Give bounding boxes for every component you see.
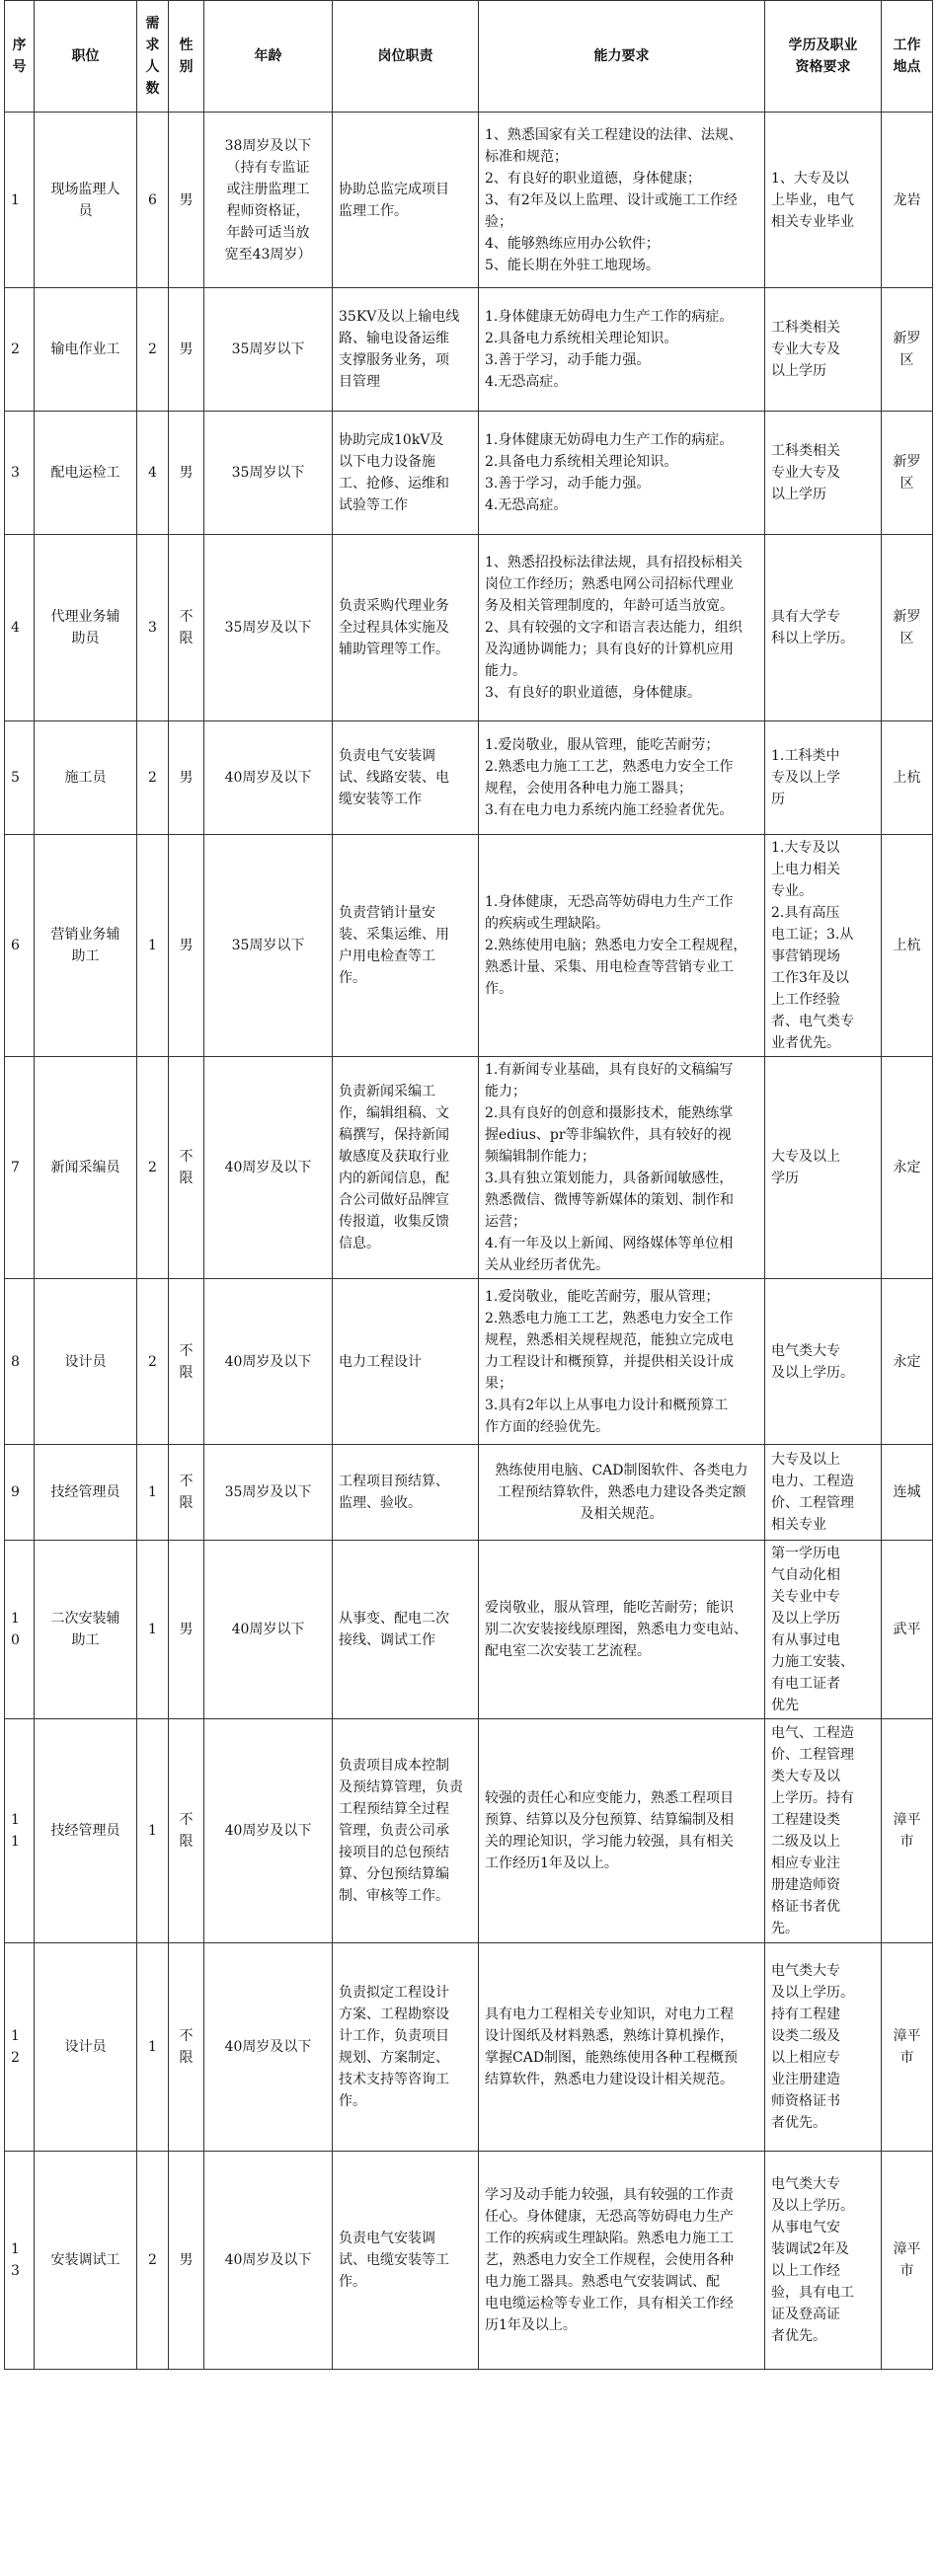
cell-duties: 工程项目预结算、 监理、验收。 xyxy=(333,1445,479,1541)
cell-position: 现场监理人 员 xyxy=(35,113,137,288)
cell-location: 永定 xyxy=(882,1057,933,1279)
cell-position: 设计员 xyxy=(35,1279,137,1445)
cell-duties: 协助总监完成项目 监理工作。 xyxy=(333,113,479,288)
cell-education: 电气、工程造 价、工程管理 类大专及以 上学历。持有 工程建设类 二级及以上 相应专业注 册建造师资 格证书者优 先。 xyxy=(765,1719,882,1943)
cell-location: 漳平 市 xyxy=(882,1943,933,2152)
cell-abilities: 1.爱岗敬业，服从管理，能吃苦耐劳； 2.熟悉电力施工工艺，熟悉电力安全工作 规程，会使用各种电力施工器具； 3.有在电力电力系统内施工经验者优先。 xyxy=(479,721,765,835)
cell-gender: 男 xyxy=(169,412,204,535)
cell-education: 大专及以上 学历 xyxy=(765,1057,882,1279)
table-row xyxy=(5,288,933,412)
cell-age: 40周岁及以下 xyxy=(204,1943,333,2152)
cell-seq: 10 xyxy=(5,1541,35,1719)
table-row xyxy=(5,1541,933,1719)
cell-gender: 男 xyxy=(169,2152,204,2370)
table-row xyxy=(5,412,933,535)
cell-abilities: 熟练使用电脑、CAD制图软件、各类电力 工程预结算软件，熟悉电力建设各类定额 及相关规范。 xyxy=(479,1445,765,1541)
table-row xyxy=(5,535,933,721)
cell-age: 40周岁及以下 xyxy=(204,1279,333,1445)
cell-abilities: 1、熟悉国家有关工程建设的法律、法规、 标准和规范； 2、有良好的职业道德，身体健康； 3、有2年及以上监理、设计或施工工作经 验； 4、能够熟练应用办公软件； 5、能长期在外驻工地现场。 xyxy=(479,113,765,288)
header-row xyxy=(5,1,933,113)
table-row xyxy=(5,1279,933,1445)
cell-duties: 负责拟定工程设计 方案、工程勘察设 计工作，负责项目 规划、方案制定、 技术支持等咨询工 作。 xyxy=(333,1943,479,2152)
cell-gender: 不 限 xyxy=(169,535,204,721)
cell-duties: 负责新闻采编工 作，编辑组稿、文 稿撰写，保持新闻 敏感度及获取行业 内的新闻信息，配 合公司做好品牌宣 传报道，收集反馈 信息。 xyxy=(333,1057,479,1279)
table-row xyxy=(5,2152,933,2370)
cell-seq: 9 xyxy=(5,1445,35,1541)
header-location: 工作 地点 xyxy=(882,1,933,113)
cell-seq: 8 xyxy=(5,1279,35,1445)
cell-abilities: 1.身体健康无妨碍电力生产工作的病症。 2.具备电力系统相关理论知识。 3.善于学习，动手能力强。 4.无恐高症。 xyxy=(479,288,765,412)
cell-abilities: 1.有新闻专业基础，具有良好的文稿编写 能力； 2.具有良好的创意和摄影技术，能熟练掌 握edius、pr等非编软件，具有较好的视 频编辑制作能力； 3.具有独立策划能力，具备新闻敏感性， 熟悉微信、微博等新媒体的策划、制作和 运营； 4.有一年及以上新闻、网络媒体等单位相 关从业经历者优先。 xyxy=(479,1057,765,1279)
cell-duties: 负责营销计量安 装、采集运维、用 户用电检查等工 作。 xyxy=(333,835,479,1057)
cell-seq: 13 xyxy=(5,2152,35,2370)
cell-location: 漳平 市 xyxy=(882,1719,933,1943)
cell-duties: 协助完成10kV及 以下电力设备施 工、抢修、运维和 试验等工作 xyxy=(333,412,479,535)
cell-age: 38周岁及以下 （持有专监证 或注册监理工 程师资格证， 年龄可适当放 宽至43周岁） xyxy=(204,113,333,288)
header-age: 年龄 xyxy=(204,1,333,113)
cell-age: 35周岁以下 xyxy=(204,835,333,1057)
cell-education: 大专及以上 电力、工程造 价、工程管理 相关专业 xyxy=(765,1445,882,1541)
cell-abilities: 1.身体健康无妨碍电力生产工作的病症。 2.具备电力系统相关理论知识。 3.善于学习，动手能力强。 4.无恐高症。 xyxy=(479,412,765,535)
cell-seq: 6 xyxy=(5,835,35,1057)
cell-count: 2 xyxy=(137,2152,169,2370)
header-gender: 性 别 xyxy=(169,1,204,113)
cell-position: 代理业务辅 助员 xyxy=(35,535,137,721)
table-row xyxy=(5,113,933,288)
cell-age: 40周岁以下 xyxy=(204,1541,333,1719)
cell-position: 输电作业工 xyxy=(35,288,137,412)
cell-count: 3 xyxy=(137,535,169,721)
cell-gender: 不 限 xyxy=(169,1279,204,1445)
cell-location: 上杭 xyxy=(882,835,933,1057)
cell-duties: 电力工程设计 xyxy=(333,1279,479,1445)
cell-count: 2 xyxy=(137,721,169,835)
cell-location: 新罗 区 xyxy=(882,412,933,535)
cell-abilities: 爱岗敬业，服从管理，能吃苦耐劳；能识 别二次安装接线原理图，熟悉电力变电站、 配电室二次安装工艺流程。 xyxy=(479,1541,765,1719)
cell-education: 电气类大专 及以上学历。 从事电气安 装调试2年及 以上工作经 验，具有电工 证及登高证 者优先。 xyxy=(765,2152,882,2370)
cell-gender: 不 限 xyxy=(169,1719,204,1943)
cell-position: 配电运检工 xyxy=(35,412,137,535)
cell-count: 2 xyxy=(137,1279,169,1445)
table-row xyxy=(5,1445,933,1541)
header-position: 职位 xyxy=(35,1,137,113)
cell-age: 35周岁及以下 xyxy=(204,1445,333,1541)
cell-count: 1 xyxy=(137,1943,169,2152)
cell-count: 2 xyxy=(137,1057,169,1279)
header-seq: 序 号 xyxy=(5,1,35,113)
cell-age: 35周岁以下 xyxy=(204,412,333,535)
cell-seq: 12 xyxy=(5,1943,35,2152)
cell-location: 永定 xyxy=(882,1279,933,1445)
cell-seq: 2 xyxy=(5,288,35,412)
cell-gender: 不 限 xyxy=(169,1445,204,1541)
cell-seq: 7 xyxy=(5,1057,35,1279)
cell-age: 35周岁及以下 xyxy=(204,535,333,721)
cell-location: 龙岩 xyxy=(882,113,933,288)
table-row xyxy=(5,835,933,1057)
cell-education: 工科类相关 专业大专及 以上学历 xyxy=(765,288,882,412)
cell-seq: 5 xyxy=(5,721,35,835)
cell-count: 1 xyxy=(137,1541,169,1719)
cell-duties: 负责电气安装调 试、电缆安装等工 作。 xyxy=(333,2152,479,2370)
cell-age: 40周岁及以下 xyxy=(204,2152,333,2370)
cell-position: 技经管理员 xyxy=(35,1719,137,1943)
cell-education: 电气类大专 及以上学历。 xyxy=(765,1279,882,1445)
cell-education: 1、大专及以 上毕业，电气 相关专业毕业 xyxy=(765,113,882,288)
cell-seq: 11 xyxy=(5,1719,35,1943)
cell-gender: 男 xyxy=(169,113,204,288)
cell-gender: 不 限 xyxy=(169,1943,204,2152)
recruitment-table xyxy=(4,0,933,2370)
cell-location: 武平 xyxy=(882,1541,933,1719)
cell-position: 营销业务辅 助工 xyxy=(35,835,137,1057)
cell-duties: 负责电气安装调 试、线路安装、电 缆安装等工作 xyxy=(333,721,479,835)
cell-age: 40周岁及以下 xyxy=(204,1719,333,1943)
cell-position: 二次安装辅 助工 xyxy=(35,1541,137,1719)
cell-position: 技经管理员 xyxy=(35,1445,137,1541)
cell-seq: 1 xyxy=(5,113,35,288)
cell-count: 1 xyxy=(137,1445,169,1541)
cell-abilities: 学习及动手能力较强，具有较强的工作责 任心。身体健康，无恐高等妨碍电力生产 工作的疾病或生理缺陷。熟悉电力施工工 艺，熟悉电力安全工作规程，会使用各种 电力施工器具。熟悉电气安装调试、配 电电缆运检等专业工作，具有相关工作经 历1年及以上。 xyxy=(479,2152,765,2370)
cell-seq: 3 xyxy=(5,412,35,535)
table-row xyxy=(5,1057,933,1279)
cell-location: 上杭 xyxy=(882,721,933,835)
cell-abilities: 1.身体健康，无恐高等妨碍电力生产工作 的疾病或生理缺陷。 2.熟练使用电脑；熟悉电力安全工程规程， 熟悉计量、采集、用电检查等营销专业工 作。 xyxy=(479,835,765,1057)
cell-count: 6 xyxy=(137,113,169,288)
cell-position: 施工员 xyxy=(35,721,137,835)
header-education: 学历及职业 资格要求 xyxy=(765,1,882,113)
cell-count: 2 xyxy=(137,288,169,412)
cell-abilities: 1.爱岗敬业，能吃苦耐劳，服从管理； 2.熟悉电力施工工艺，熟悉电力安全工作 规程，熟悉相关规程规范，能独立完成电 力工程设计和概预算，并提供相关设计成 果； 3.具有2年以上从事电力设计和概预算工 作方面的经验优先。 xyxy=(479,1279,765,1445)
cell-count: 4 xyxy=(137,412,169,535)
header-duties: 岗位职责 xyxy=(333,1,479,113)
header-abilities: 能力要求 xyxy=(479,1,765,113)
cell-duties: 负责采购代理业务 全过程具体实施及 辅助管理等工作。 xyxy=(333,535,479,721)
cell-education: 电气类大专 及以上学历。 持有工程建 设类二级及 以上相应专 业注册建造 师资格证书 者优先。 xyxy=(765,1943,882,2152)
cell-age: 40周岁及以下 xyxy=(204,721,333,835)
cell-education: 工科类相关 专业大专及 以上学历 xyxy=(765,412,882,535)
table-row xyxy=(5,1719,933,1943)
cell-gender: 男 xyxy=(169,721,204,835)
cell-count: 1 xyxy=(137,1719,169,1943)
cell-age: 40周岁及以下 xyxy=(204,1057,333,1279)
cell-education: 具有大学专 科以上学历。 xyxy=(765,535,882,721)
cell-location: 连城 xyxy=(882,1445,933,1541)
table-row xyxy=(5,1943,933,2152)
cell-count: 1 xyxy=(137,835,169,1057)
cell-education: 1.大专及以 上电力相关 专业。 2.具有高压 电工证；3.从 事营销现场 工作3年及以 上工作经验 者、电气类专 业者优先。 xyxy=(765,835,882,1057)
cell-position: 设计员 xyxy=(35,1943,137,2152)
cell-position: 新闻采编员 xyxy=(35,1057,137,1279)
cell-gender: 不 限 xyxy=(169,1057,204,1279)
recruitment-table-sheet xyxy=(4,0,932,2574)
cell-education: 第一学历电 气自动化相 关专业中专 及以上学历 有从事过电 力施工安装、 有电工证者 优先 xyxy=(765,1541,882,1719)
cell-abilities: 1、熟悉招投标法律法规，具有招投标相关 岗位工作经历；熟悉电网公司招标代理业 务及相关管理制度的，年龄可适当放宽。 2、具有较强的文字和语言表达能力，组织 及沟通协调能力；具有良好的计算机应用 能力。 3、有良好的职业道德，身体健康。 xyxy=(479,535,765,721)
cell-abilities: 具有电力工程相关专业知识，对电力工程 设计图纸及材料熟悉，熟练计算机操作， 掌握CAD制图，能熟练使用各种工程概预 结算软件，熟悉电力建设设计相关规范。 xyxy=(479,1943,765,2152)
cell-location: 漳平 市 xyxy=(882,2152,933,2370)
cell-age: 35周岁以下 xyxy=(204,288,333,412)
cell-location: 新罗 区 xyxy=(882,288,933,412)
cell-location: 新罗 区 xyxy=(882,535,933,721)
cell-position: 安装调试工 xyxy=(35,2152,137,2370)
cell-gender: 男 xyxy=(169,1541,204,1719)
cell-seq: 4 xyxy=(5,535,35,721)
cell-gender: 男 xyxy=(169,835,204,1057)
cell-abilities: 较强的责任心和应变能力，熟悉工程项目 预算、结算以及分包预算、结算编制及相 关的理论知识，学习能力较强，具有相关 工作经历1年及以上。 xyxy=(479,1719,765,1943)
table-row xyxy=(5,721,933,835)
cell-duties: 负责项目成本控制 及预结算管理，负责 工程预结算全过程 管理，负责公司承 接项目的总包预结 算、分包预结算编 制、审核等工作。 xyxy=(333,1719,479,1943)
cell-education: 1.工科类中 专及以上学 历 xyxy=(765,721,882,835)
cell-duties: 从事变、配电二次 接线、调试工作 xyxy=(333,1541,479,1719)
cell-duties: 35KV及以上输电线 路、输电设备运维 支撑服务业务，项 目管理 xyxy=(333,288,479,412)
cell-gender: 男 xyxy=(169,288,204,412)
header-count: 需 求 人 数 xyxy=(137,1,169,113)
